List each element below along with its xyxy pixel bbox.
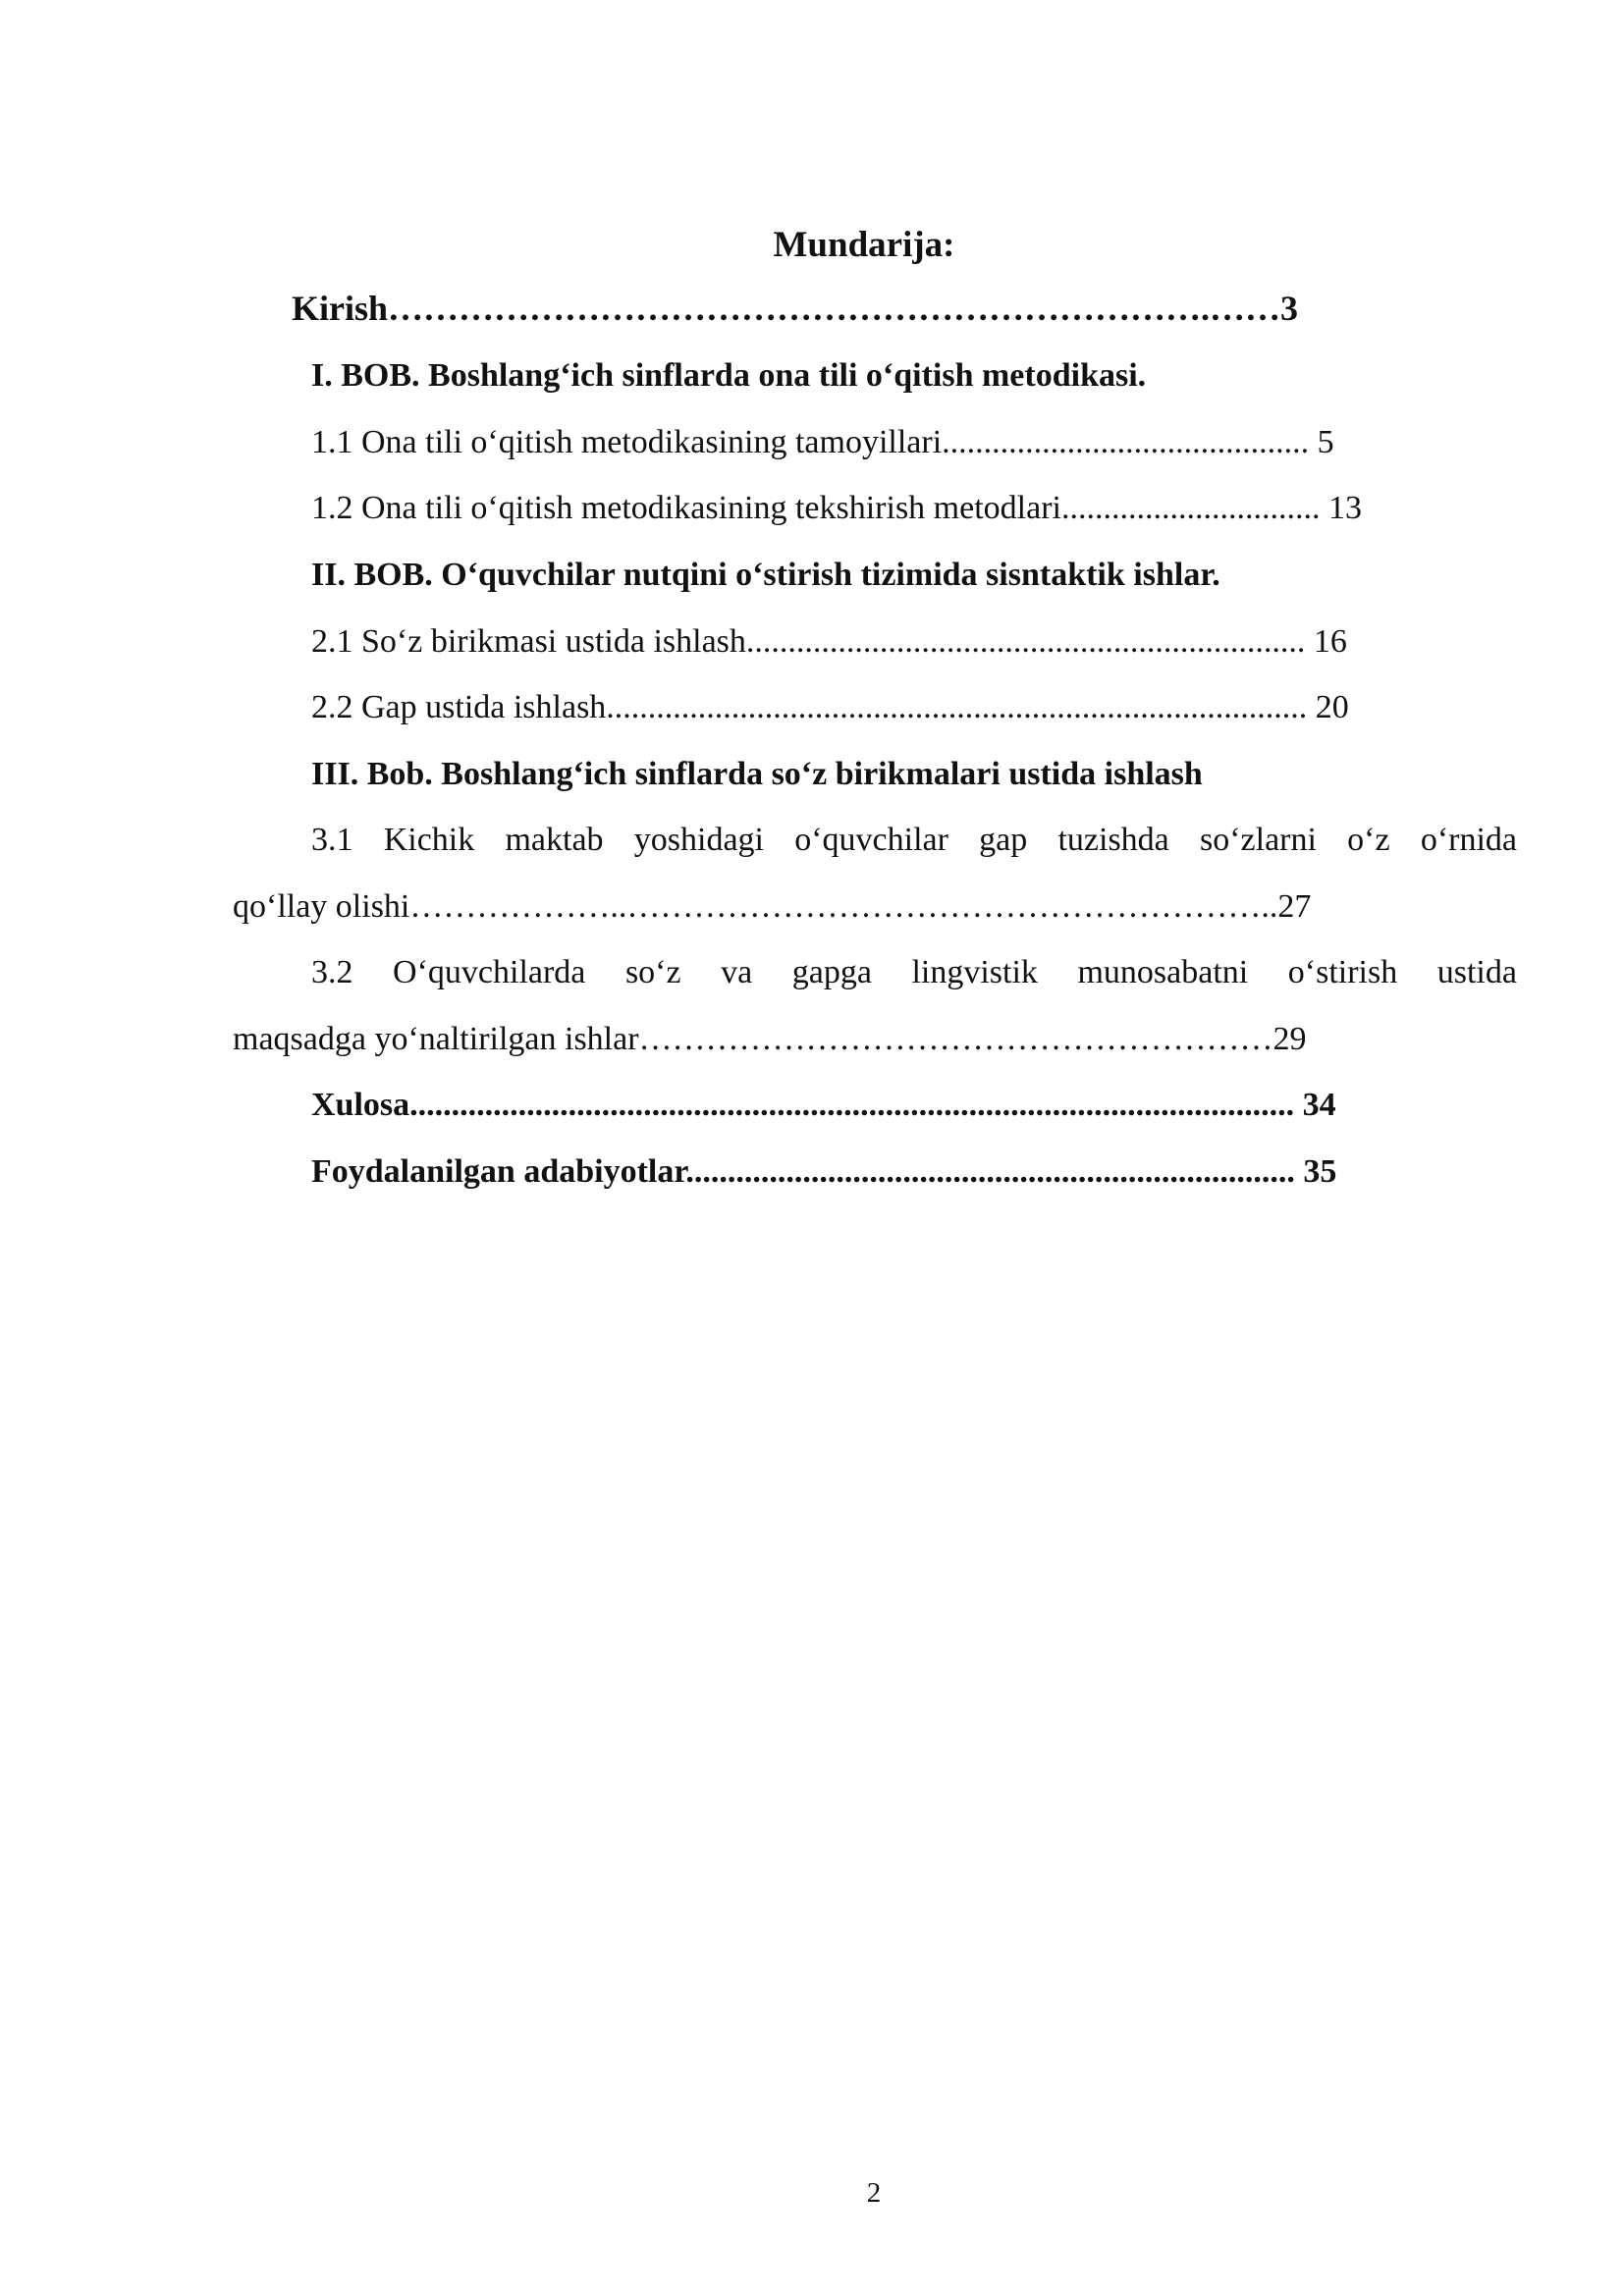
toc-word: tuzishda: [1057, 822, 1169, 858]
toc-word: maktab: [505, 822, 604, 858]
toc-entry-3-2-line2: maqsadga yo‘naltirilgan ishlar…………………………………………………29: [233, 1021, 1307, 1057]
toc-word: munosabatni: [1077, 954, 1249, 990]
toc-word: gapga: [791, 954, 872, 990]
toc-entry-xulosa: Xulosa.......................................................................................................... 34: [311, 1087, 1336, 1123]
toc-word: yoshidagi: [633, 822, 764, 858]
toc-title: Mundarija:: [773, 225, 955, 265]
toc-entry-3-1-line1: [311, 821, 1517, 860]
toc-word: o‘z: [1347, 822, 1390, 858]
toc-word: Kichik: [383, 822, 475, 858]
toc-word: gap: [979, 822, 1028, 858]
toc-word: va: [721, 954, 753, 990]
toc-word: o‘stirish: [1287, 954, 1398, 990]
toc-word: O‘quvchilarda: [393, 954, 586, 990]
toc-entry-3-1-line2: qo‘llay olishi………………..…………………………………………………..27: [233, 888, 1312, 925]
toc-chapter-1: I. BOB. Boshlang‘ich sinflarda ona tili o‘qitish metodikasi.: [311, 357, 1147, 394]
toc-word: ustida: [1436, 954, 1517, 990]
toc-chapter-2: II. BOB. O‘quvchilar nutqini o‘stirish tizimida sisntaktik ishlar.: [311, 557, 1220, 593]
toc-chapter-3: III. Bob. Boshlang‘ich sinflarda so‘z birikmalari ustida ishlash: [311, 756, 1203, 792]
toc-entry-2-2: 2.2 Gap ustida ishlash.................................................................................... 20: [311, 689, 1349, 725]
toc-word: o‘rnida: [1420, 822, 1517, 858]
toc-entry-1-1: 1.1 Ona tili o‘qitish metodikasining tamoyillari............................................ 5: [311, 424, 1334, 460]
toc-entry-kirish: Kirish…………………………………………………………….……3: [292, 289, 1299, 328]
toc-entry-1-2: 1.2 Ona tili o‘qitish metodikasining tekshirish metodlari............................... 13: [311, 490, 1362, 526]
toc-entry-adabiyotlar: Foydalanilgan adabiyotlar......................................................................... 35: [311, 1153, 1337, 1190]
toc-word: so‘z: [624, 954, 681, 990]
toc-word: 3.1: [311, 822, 353, 858]
toc-word: o‘quvchilar: [794, 822, 948, 858]
toc-word: 3.2: [311, 954, 353, 990]
toc-entry-3-2-line1: [311, 953, 1517, 992]
toc-word: lingvistik: [911, 954, 1038, 990]
toc-word: so‘zlarni: [1200, 822, 1317, 858]
page-number: 2: [866, 2177, 882, 2209]
toc-entry-2-1: 2.1 So‘z birikmasi ustida ishlash................................................................... 16: [311, 623, 1347, 660]
